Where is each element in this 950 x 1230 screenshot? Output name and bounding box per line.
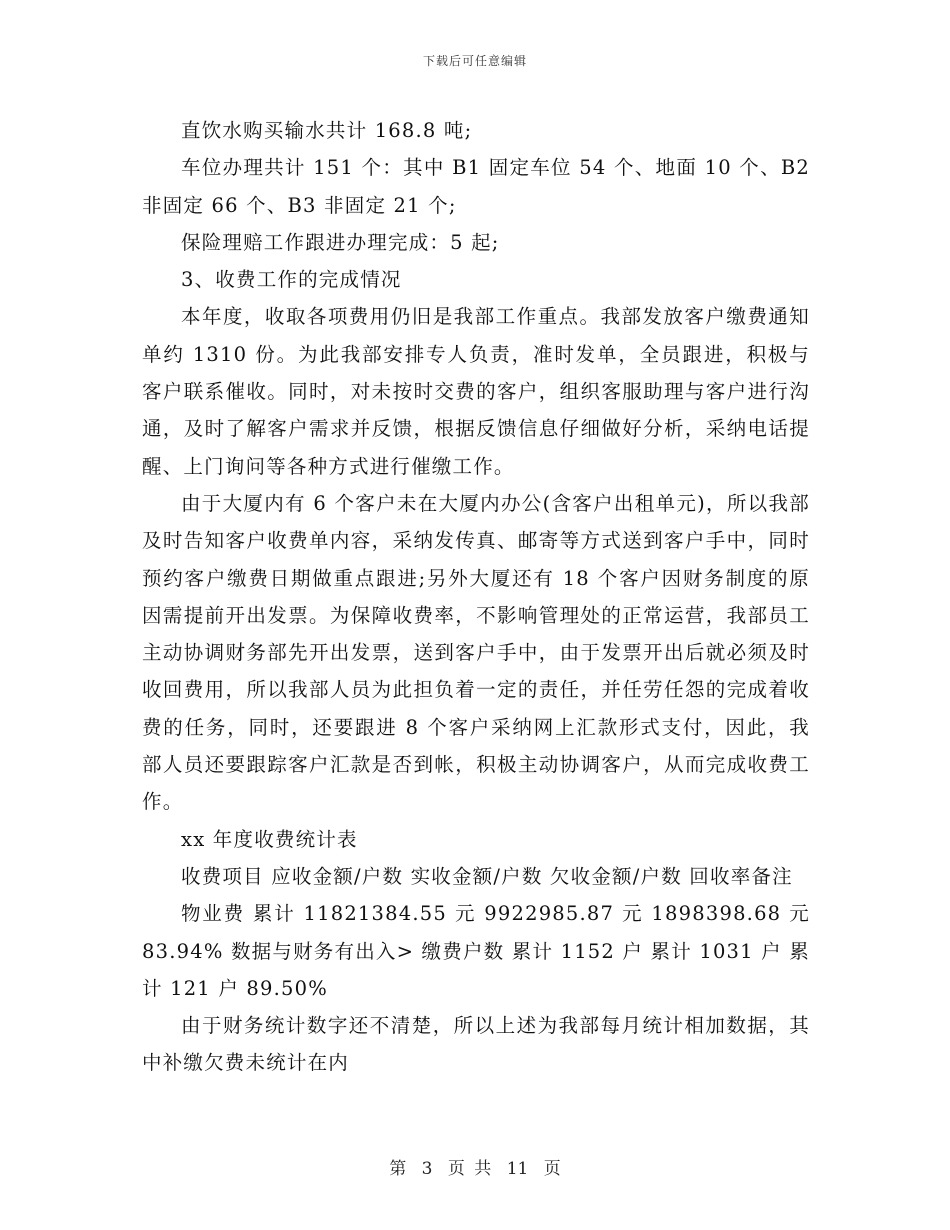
footer-middle: 页 共 — [447, 1159, 492, 1179]
paragraph-fee-details: 由于大厦内有 6 个客户未在大厦内办公(含客户出租单元)，所以我部及时告知客户收费单内容，采纳发传真、邮寄等方式送到客户手中，同时预约客户缴费日期做重点跟进;另外大厦还有 18 个客户因财务制度的原因需提前开出发票。为保障收费率，不影响管理处的正常运营，我部员工主动协调财务部先开出发票，送到客户手中，由于发票开出后就必须及时收回费用，所以我部人员为此担负着一定的责任，并任劳任怨的完成着收费的任务，同时，还要跟进 8 个客户采纳网上汇款形式支付，因此，我部人员还要跟踪客户汇款是否到帐，积极主动协调客户，从而完成收费工作。 — [142, 491, 810, 814]
paragraph-fee-overview: 本年度，收取各项费用仍旧是我部工作重点。我部发放客户缴费通知单约 1310 份。为此我部安排专人负责，准时发单，全员跟进，积极与客户联系催收。同时，对未按时交费的客户，组织客服助理与客户进行沟通，及时了解客户需求并反馈，根据反馈信息仔细做好分析，采纳电话提醒、上门询问等各种方式进行催缴工作。 — [142, 305, 810, 478]
paragraph-water: 直饮水购买输水共计 168.8 吨; — [181, 119, 473, 142]
footer-prefix: 第 — [389, 1159, 407, 1179]
total-pages: 11 — [506, 1159, 529, 1179]
paragraph-parking: 车位办理共计 151 个：其中 B1 固定车位 54 个、地面 10 个、B2 非固定 66 个、B3 非固定 21 个; — [142, 156, 810, 217]
table-header-row: 收费项目 应收金额/户数 实收金额/户数 欠收金额/户数 回收率备注 — [181, 864, 793, 888]
paragraph-insurance: 保险理赔工作跟进办理完成：5 起; — [181, 230, 500, 254]
page-footer — [0, 1154, 950, 1179]
page-number: 3 — [421, 1159, 433, 1179]
table-data-row: 物业费 累计 11821384.55 元 9922985.87 元 1898398.68 元 83.94% 数据与财务有出入> 缴费户数 累计 1152 户 累计 1031 户 累计 121 户 89.50% — [142, 902, 810, 1000]
table-title: xx 年度收费统计表 — [181, 827, 358, 851]
section-heading: 3、收费工作的完成情况 — [181, 268, 402, 292]
footer-suffix: 页 — [543, 1159, 561, 1179]
page-header: 下载后可任意编辑 — [422, 54, 527, 68]
document-body — [142, 112, 810, 1082]
paragraph-note: 由于财务统计数字还不清楚，所以上述为我部每月统计相加数据，其中补缴欠费未统计在内 — [142, 1014, 810, 1075]
